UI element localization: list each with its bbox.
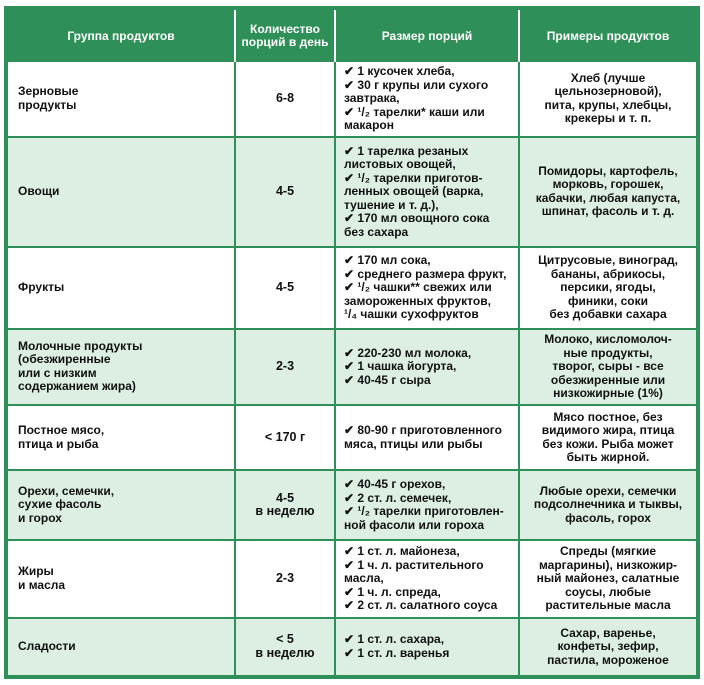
cell-count bbox=[236, 541, 336, 619]
cell-portion-line: ной фасоли или гороха bbox=[344, 517, 485, 532]
cell-examples-line: низкожирные (1%) bbox=[553, 386, 663, 401]
cell-portion-line: ✔ 2 ст. л. салатного соуса bbox=[344, 598, 498, 612]
cell-portion-line: листовых овощей, bbox=[344, 157, 456, 172]
table-body bbox=[8, 62, 696, 675]
cell-group-line: (обезжиренные bbox=[18, 352, 111, 367]
cell-examples-line: бананы, абрикосы, bbox=[550, 266, 666, 281]
cell-count-line: < 170 г bbox=[264, 429, 306, 444]
cell-count bbox=[236, 62, 336, 138]
cell-portion-line: ✔ 1 тарелка резаных bbox=[344, 143, 469, 158]
cell-examples bbox=[520, 138, 696, 249]
cell-portion-line: ✔ 1 ст. л. варенья bbox=[344, 645, 450, 660]
table-row bbox=[8, 541, 696, 619]
cell-examples bbox=[520, 471, 696, 541]
cell-portion-line: ✔ 80-90 г приготовленного bbox=[344, 423, 502, 438]
cell-group bbox=[8, 541, 236, 619]
cell-group-line: и горох bbox=[18, 510, 62, 525]
cell-group-line: Сладости bbox=[18, 639, 76, 654]
cell-examples-line: Любые орехи, семечки bbox=[539, 483, 677, 498]
cell-examples-line: Спреды (мягкие bbox=[559, 544, 657, 558]
cell-examples-line: пита, крупы, хлебцы, bbox=[544, 97, 672, 112]
cell-group-line: сухие фасоль bbox=[18, 497, 102, 512]
cell-count bbox=[236, 330, 336, 406]
cell-portion-line: ✔ ¹/₂ тарелки приготов- bbox=[344, 170, 483, 185]
cell-group-line: и масла bbox=[18, 577, 66, 592]
cell-portion-line: ✔ 1 ст. л. сахара, bbox=[344, 632, 445, 647]
cell-portion-line: завтрака, bbox=[344, 91, 400, 106]
cell-count-line: 2-3 bbox=[275, 359, 295, 374]
cell-group-line: продукты bbox=[18, 97, 77, 112]
cell-group-line: Постное мясо, bbox=[18, 423, 105, 438]
cell-examples-line: фасоль, горох bbox=[565, 510, 651, 525]
cell-examples-line: Сахар, варенье, bbox=[560, 625, 656, 640]
cell-group-line: или с низким bbox=[18, 365, 97, 380]
cell-portion-line: ✔ 1 ч. л. растительного bbox=[344, 557, 484, 572]
cell-examples-line: конфеты, зефир, bbox=[557, 639, 659, 654]
cell-examples-line: соусы, любые bbox=[565, 584, 651, 599]
table-header-row bbox=[8, 10, 696, 62]
cell-examples-line: пастила, мороженое bbox=[547, 652, 669, 667]
cell-count-line: 4-5 bbox=[275, 490, 295, 505]
cell-count-line: 6-8 bbox=[275, 91, 295, 106]
cell-count bbox=[236, 248, 336, 330]
cell-examples-line: кабачки, любая капуста, bbox=[535, 190, 681, 205]
cell-portion bbox=[336, 471, 520, 541]
cell-portion-line: ✔ 170 мл овощного сока bbox=[344, 211, 490, 226]
cell-portion-line: ✔ ¹/₂ тарелки приготовлен- bbox=[344, 504, 504, 519]
cell-portion-line: ✔ 170 мл сока, bbox=[344, 253, 431, 268]
cell-examples-line: видимого жира, птица bbox=[541, 423, 675, 438]
header-examples: Примеры продуктов bbox=[520, 10, 696, 62]
cell-portion-line: ✔ 1 ст. л. майонеза, bbox=[344, 544, 460, 558]
cell-portion-line: ✔ среднего размера фрукт, bbox=[344, 266, 507, 281]
cell-count-line: в неделю bbox=[255, 645, 315, 660]
cell-examples-line: ный майонез, салатные bbox=[536, 571, 680, 585]
cell-examples-line: подсолнечника и тыквы, bbox=[533, 497, 683, 512]
cell-portion-line: ✔ ¹/₂ чашки** свежих или bbox=[344, 280, 492, 295]
cell-count bbox=[236, 619, 336, 675]
cell-count-line: 4-5 bbox=[275, 184, 295, 199]
table-row bbox=[8, 330, 696, 406]
cell-examples-line: маргарины), низкожир- bbox=[538, 557, 678, 572]
cell-examples bbox=[520, 248, 696, 330]
cell-group-line: Фрукты bbox=[18, 280, 65, 295]
cell-portion bbox=[336, 406, 520, 471]
cell-portion-line: ✔ ¹/₂ тарелки* каши или bbox=[344, 104, 485, 119]
cell-portion-line: ✔ 30 г крупы или сухого bbox=[344, 77, 489, 92]
cell-portion-line: ✔ 1 чашка йогурта, bbox=[344, 359, 457, 374]
food-servings-table bbox=[8, 10, 696, 675]
cell-examples bbox=[520, 62, 696, 138]
cell-group bbox=[8, 62, 236, 138]
cell-group-line: Овощи bbox=[18, 184, 60, 199]
cell-examples-line: морковь, горошек, bbox=[552, 177, 664, 192]
cell-portion-line: без сахара bbox=[344, 224, 409, 239]
cell-examples-line: без кожи. Рыба может bbox=[542, 436, 674, 451]
cell-examples bbox=[520, 330, 696, 406]
cell-portion-line: масла, bbox=[344, 571, 384, 585]
cell-examples-line: финики, соки bbox=[568, 293, 648, 308]
cell-portion-line: тушение и т. д.), bbox=[344, 197, 439, 212]
cell-examples-line: без добавки сахара bbox=[549, 307, 667, 322]
cell-count bbox=[236, 471, 336, 541]
cell-group-line: содержанием жира) bbox=[18, 379, 136, 394]
cell-portion-line: ✔ 2 ст. л. семечек, bbox=[344, 490, 452, 505]
header-portion: Размер порций bbox=[336, 10, 520, 62]
cell-portion bbox=[336, 62, 520, 138]
cell-examples-line: цельнозерновой), bbox=[554, 84, 662, 99]
cell-portion-line: макарон bbox=[344, 118, 394, 133]
cell-group bbox=[8, 330, 236, 406]
cell-portion-line: ✔ 40-45 г сыра bbox=[344, 372, 431, 387]
cell-count bbox=[236, 406, 336, 471]
cell-examples-line: растительные масла bbox=[545, 598, 671, 612]
cell-group bbox=[8, 138, 236, 249]
table-row bbox=[8, 471, 696, 541]
cell-group-line: птица и рыба bbox=[18, 436, 99, 451]
cell-examples-line: крекеры и т. п. bbox=[564, 111, 652, 126]
cell-examples-line: ные продукты, bbox=[563, 345, 653, 360]
cell-group bbox=[8, 406, 236, 471]
cell-group-line: Молочные продукты bbox=[18, 338, 143, 353]
cell-portion-line: ленных овощей (варка, bbox=[344, 184, 484, 199]
cell-examples-line: обезжиренные или bbox=[550, 372, 666, 387]
cell-examples-line: персики, ягоды, bbox=[560, 280, 656, 295]
cell-examples-line: шпинат, фасоль и т. д. bbox=[541, 204, 675, 219]
cell-portion-line: ✔ 1 кусочек хлеба, bbox=[344, 64, 455, 79]
cell-examples bbox=[520, 619, 696, 675]
table-row bbox=[8, 248, 696, 330]
cell-group-line: Жиры bbox=[18, 564, 54, 579]
cell-portion bbox=[336, 248, 520, 330]
cell-portion-line: замороженных фруктов, bbox=[344, 293, 491, 308]
cell-examples-line: Мясо постное, без bbox=[553, 409, 663, 424]
cell-examples-line: быть жирной. bbox=[566, 450, 650, 465]
cell-portion-line: ✔ 220-230 мл молока, bbox=[344, 345, 472, 360]
cell-count-line: < 5 bbox=[276, 632, 294, 647]
cell-examples-line: Цитрусовые, виноград, bbox=[538, 253, 678, 268]
cell-examples bbox=[520, 541, 696, 619]
cell-portion bbox=[336, 541, 520, 619]
cell-examples-line: Хлеб (лучше bbox=[570, 70, 646, 85]
header-group: Группа продуктов bbox=[8, 10, 236, 62]
cell-examples-line: творог, сыры - все bbox=[552, 359, 664, 374]
cell-count-line: 4-5 bbox=[275, 280, 295, 295]
cell-portion bbox=[336, 330, 520, 406]
cell-group bbox=[8, 619, 236, 675]
cell-portion bbox=[336, 619, 520, 675]
cell-examples-line: Молоко, кисломолоч- bbox=[544, 332, 672, 347]
cell-portion-line: мяса, птицы или рыбы bbox=[344, 436, 483, 451]
cell-count bbox=[236, 138, 336, 249]
cell-group-line: Орехи, семечки, bbox=[18, 483, 115, 498]
header-count: Количество порций в день bbox=[236, 10, 336, 62]
cell-portion-line: ✔ 1 ч. л. спреда, bbox=[344, 584, 441, 599]
table-row bbox=[8, 619, 696, 675]
cell-group-line: Зерновые bbox=[18, 84, 79, 99]
cell-portion-line: ¹/₄ чашки сухофруктов bbox=[344, 307, 479, 322]
cell-count-line: в неделю bbox=[255, 504, 315, 519]
cell-count-line: 2-3 bbox=[275, 571, 295, 585]
cell-portion bbox=[336, 138, 520, 249]
table-row bbox=[8, 138, 696, 249]
cell-portion-line: ✔ 40-45 г орехов, bbox=[344, 477, 446, 492]
table-row bbox=[8, 62, 696, 138]
cell-group bbox=[8, 471, 236, 541]
cell-group bbox=[8, 248, 236, 330]
cell-examples bbox=[520, 406, 696, 471]
cell-examples-line: Помидоры, картофель, bbox=[538, 163, 678, 178]
table-row bbox=[8, 406, 696, 471]
nutrition-table-frame bbox=[4, 6, 700, 679]
